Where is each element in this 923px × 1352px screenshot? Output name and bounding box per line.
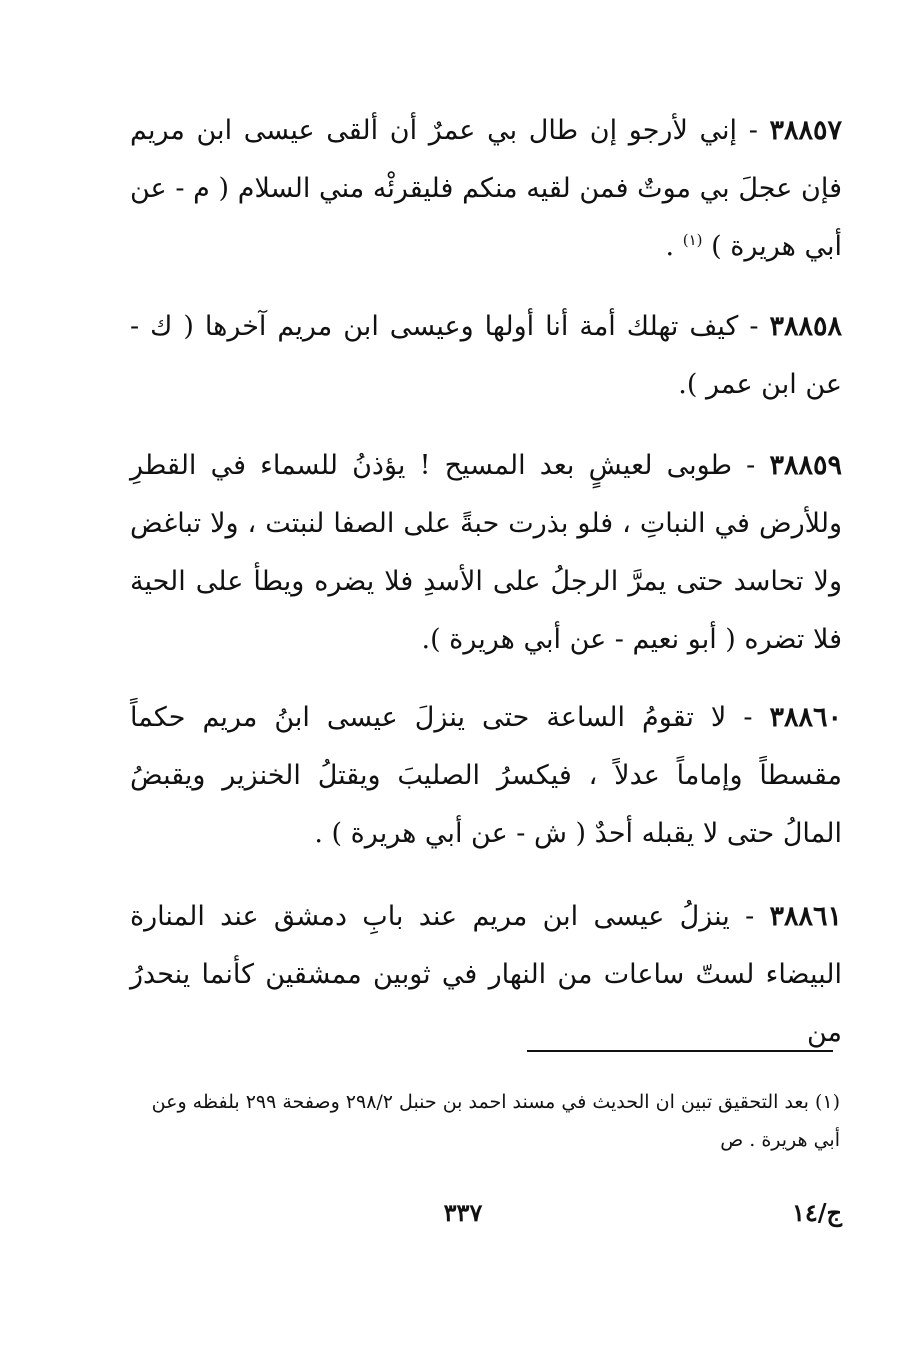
hadith-38861: ٣٨٨٦١ - ينزلُ عيسى ابن مريم عند بابِ دمشق عند المنارة البيضاء لستّ ساعات من النهار في ثوبين ممشقين كأنما ينحدرُ من — [130, 901, 843, 1048]
page-number: ٣٣٧ — [443, 1198, 483, 1227]
hadith-number: ٣٨٨٥٧ — [769, 115, 842, 146]
hadith-38859: ٣٨٨٥٩ - طوبى لعيشٍ بعد المسيح ! يؤذنُ للسماء في القطرِ وللأرض في النباتِ ، فلو بذرت حبةً على الصفا لنبتت ، ولا تباغض ولا تحاسد حتى يمرَّ الرجلُ على الأسدِ فلا يضره ويطأ على الحية فلا تضره ( أبو نعيم - عن أبي هريرة ). — [130, 450, 842, 655]
hadith-text: لا تقومُ الساعة حتى ينزلَ عيسى ابنُ مريم حكماً مقسطاً وإماماً عدلاً ، فيكسرُ الصليبَ ويقتلُ الخنزير ويقبضُ المالُ حتى لا يقبله أحدٌ ( ش - عن أبي هريرة ) . — [130, 702, 842, 849]
hadith-text: ينزلُ عيسى ابن مريم عند بابِ دمشق عند المنارة البيضاء لستّ ساعات من النهار في ثوبين ممشقين كأنما ينحدرُ من — [130, 901, 842, 1048]
hadith-number: ٣٨٨٦١ — [769, 901, 843, 932]
hadith-number: ٣٨٨٦٠ — [769, 702, 842, 733]
volume-label: ج/١٤ — [791, 1198, 842, 1227]
hadith-38858: ٣٨٨٥٨ - كيف تهلك أمة أنا أولها وعيسى ابن مريم آخرها ( ك - عن ابن عمر ). — [130, 311, 842, 400]
footnote-text: بعد التحقيق تبين ان الحديث في مسند احمد بن حنبل ٢٩٨/٢ وصفحة ٢٩٩ بلفظه وعن أبي هريرة . ص — [151, 1091, 840, 1151]
hadith-text: طوبى لعيشٍ بعد المسيح ! يؤذنُ للسماء في القطرِ وللأرض في النباتِ ، فلو بذرت حبةً على الصفا لنبتت ، ولا تباغض ولا تحاسد حتى يمرَّ الرجلُ على الأسدِ فلا يضره ويطأ على الحية فلا تضره ( أبو نعيم - عن أبي هريرة ). — [130, 450, 842, 655]
hadith-38857: ٣٨٨٥٧ - إني لأرجو إن طال بي عمرٌ أن ألقى عيسى ابن مريم فإن عجلَ بي موتٌ فمن لقيه منكم فليقرئْه مني السلام ( م - عن أبي هريرة ) $^{(١)}$ . — [130, 115, 842, 262]
hadith-text: كيف تهلك أمة أنا أولها وعيسى ابن مريم آخرها ( ك - عن ابن عمر ). — [130, 311, 842, 400]
hadith-number: ٣٨٨٥٨ — [769, 311, 842, 342]
hadith-end-mark: . — [665, 231, 683, 262]
footnote-marker: (١) — [814, 1091, 840, 1113]
footnote-divider — [527, 1050, 833, 1052]
footnote-reference: (١) — [682, 231, 703, 249]
hadith-text: إني لأرجو إن طال بي عمرٌ أن ألقى عيسى ابن مريم فإن عجلَ بي موتٌ فمن لقيه منكم فليقرئْه مني السلام ( م - عن أبي هريرة ) — [130, 115, 842, 262]
hadith-number: ٣٨٨٥٩ — [769, 450, 842, 481]
footnote — [125, 1083, 840, 1159]
hadith-38860: ٣٨٨٦٠ - لا تقومُ الساعة حتى ينزلَ عيسى ابنُ مريم حكماً مقسطاً وإماماً عدلاً ، فيكسرُ الصليبَ ويقتلُ الخنزير ويقبضُ المالُ حتى لا يقبله أحدٌ ( ش - عن أبي هريرة ) . — [130, 702, 842, 849]
